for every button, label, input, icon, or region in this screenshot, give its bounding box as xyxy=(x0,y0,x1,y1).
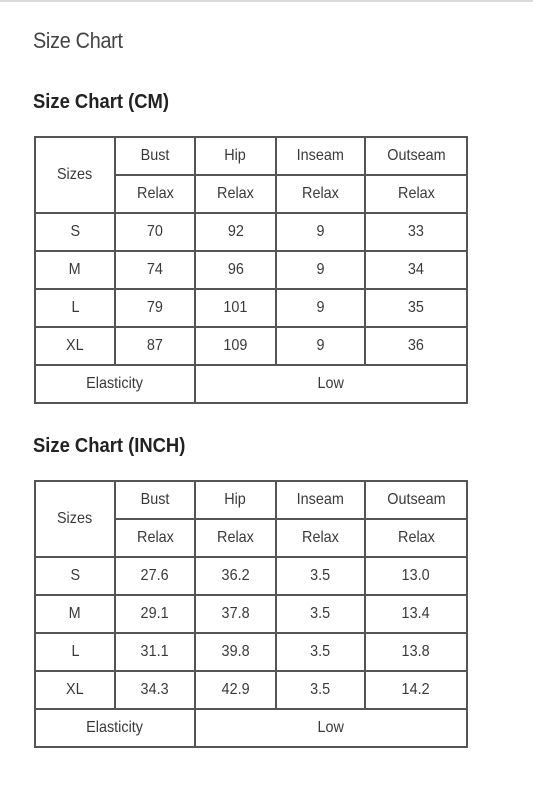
value-cell xyxy=(365,557,467,595)
value-text: 13.8 xyxy=(401,643,431,660)
value-text: 87 xyxy=(146,337,164,354)
column-header-label: Outseam xyxy=(386,147,446,164)
value-cell xyxy=(195,213,276,251)
value-text: 34 xyxy=(407,261,425,278)
value-text: 109 xyxy=(223,337,248,354)
subheader-label: Relax xyxy=(397,185,435,202)
value-text: 36.2 xyxy=(221,567,250,584)
size-cell xyxy=(35,213,115,251)
top-divider xyxy=(0,0,533,2)
value-text: 101 xyxy=(223,299,248,316)
subheader-cell xyxy=(195,175,276,213)
subheader-label: Relax xyxy=(397,529,435,546)
subheader-cell xyxy=(365,175,467,213)
value-cell xyxy=(276,595,365,633)
value-text: 3.5 xyxy=(310,643,331,660)
column-header-hip xyxy=(195,481,276,519)
size-cell xyxy=(35,557,115,595)
size-label: M xyxy=(68,605,81,622)
table-row xyxy=(35,289,467,327)
value-text: 9 xyxy=(316,261,325,278)
value-cell xyxy=(276,671,365,709)
sizes-header-label: Sizes xyxy=(57,166,93,183)
column-header-label: Bust xyxy=(140,491,170,508)
value-cell xyxy=(115,251,195,289)
value-cell xyxy=(195,289,276,327)
table-row xyxy=(35,327,467,365)
size-cell xyxy=(35,671,115,709)
elasticity-label: Elasticity xyxy=(86,719,144,736)
subheader-label: Relax xyxy=(302,185,339,202)
table-footer-row xyxy=(35,365,467,403)
size-label: L xyxy=(70,643,80,660)
elasticity-label: Elasticity xyxy=(86,375,144,392)
elasticity-value-cell xyxy=(195,365,467,403)
column-header-label: Hip xyxy=(224,147,247,164)
table-row xyxy=(35,595,467,633)
size-table-inch xyxy=(34,480,468,748)
column-header-label: Inseam xyxy=(296,147,345,164)
value-cell xyxy=(115,671,195,709)
elasticity-value: Low xyxy=(317,375,345,392)
value-text: 39.8 xyxy=(221,643,250,660)
value-text: 35 xyxy=(407,299,425,316)
value-cell xyxy=(115,633,195,671)
column-header-outseam xyxy=(365,137,467,175)
value-cell xyxy=(195,633,276,671)
value-cell xyxy=(195,671,276,709)
value-cell xyxy=(115,595,195,633)
table-header-row xyxy=(35,481,467,519)
subheader-label: Relax xyxy=(217,529,254,546)
value-cell xyxy=(276,557,365,595)
value-text: 33 xyxy=(407,223,425,240)
table-footer-row xyxy=(35,709,467,747)
column-header-label: Bust xyxy=(140,147,170,164)
value-cell xyxy=(115,327,195,365)
subheader-label: Relax xyxy=(217,185,254,202)
table-row xyxy=(35,557,467,595)
subheader-label: Relax xyxy=(302,529,339,546)
size-cell xyxy=(35,251,115,289)
value-cell xyxy=(276,327,365,365)
value-text: 31.1 xyxy=(140,643,170,660)
size-label: L xyxy=(70,299,80,316)
section-heading-inch: Size Chart (INCH) xyxy=(33,435,186,457)
value-text: 14.2 xyxy=(401,681,431,698)
value-text: 42.9 xyxy=(221,681,250,698)
column-header-label: Hip xyxy=(224,491,247,508)
column-header-outseam xyxy=(365,481,467,519)
table-header-row xyxy=(35,137,467,175)
value-text: 13.4 xyxy=(401,605,431,622)
subheader-cell xyxy=(365,519,467,557)
value-text: 96 xyxy=(227,261,244,278)
value-text: 9 xyxy=(316,223,325,240)
value-text: 36 xyxy=(407,337,425,354)
column-header-inseam xyxy=(276,481,365,519)
value-cell xyxy=(365,671,467,709)
value-text: 92 xyxy=(227,223,244,240)
column-header-inseam xyxy=(276,137,365,175)
size-table-cm xyxy=(34,136,468,404)
value-cell xyxy=(115,213,195,251)
size-cell xyxy=(35,595,115,633)
size-label: M xyxy=(68,261,81,278)
size-label: XL xyxy=(66,337,84,354)
value-text: 9 xyxy=(316,337,325,354)
value-text: 27.6 xyxy=(140,567,170,584)
table-row xyxy=(35,213,467,251)
value-cell xyxy=(276,251,365,289)
column-header-bust xyxy=(115,481,195,519)
value-cell xyxy=(365,213,467,251)
value-text: 29.1 xyxy=(140,605,170,622)
value-text: 79 xyxy=(146,299,164,316)
value-cell xyxy=(276,289,365,327)
column-header-bust xyxy=(115,137,195,175)
column-header-label: Outseam xyxy=(386,491,446,508)
size-cell xyxy=(35,633,115,671)
value-cell xyxy=(365,251,467,289)
elasticity-label-cell xyxy=(35,709,195,747)
size-cell xyxy=(35,289,115,327)
value-text: 9 xyxy=(316,299,325,316)
table-row xyxy=(35,671,467,709)
subheader-cell xyxy=(276,175,365,213)
subheader-label: Relax xyxy=(136,185,174,202)
subheader-cell xyxy=(115,519,195,557)
value-cell xyxy=(195,595,276,633)
column-header-hip xyxy=(195,137,276,175)
subheader-cell xyxy=(195,519,276,557)
value-text: 70 xyxy=(146,223,164,240)
elasticity-value: Low xyxy=(317,719,345,736)
column-header-label: Inseam xyxy=(296,491,345,508)
value-text: 34.3 xyxy=(140,681,170,698)
value-text: 13.0 xyxy=(401,567,431,584)
table-row xyxy=(35,251,467,289)
value-text: 37.8 xyxy=(221,605,250,622)
value-cell xyxy=(365,289,467,327)
value-cell xyxy=(195,251,276,289)
value-text: 3.5 xyxy=(310,567,331,584)
size-label: S xyxy=(70,223,80,240)
value-cell xyxy=(365,327,467,365)
value-cell xyxy=(195,557,276,595)
value-cell xyxy=(115,557,195,595)
size-cell xyxy=(35,327,115,365)
subheader-cell xyxy=(115,175,195,213)
value-cell xyxy=(365,633,467,671)
sizes-header-cell xyxy=(35,481,115,557)
size-label: XL xyxy=(66,681,84,698)
size-label: S xyxy=(70,567,80,584)
page-title: Size Chart xyxy=(33,28,123,53)
subheader-cell xyxy=(276,519,365,557)
value-text: 3.5 xyxy=(310,681,331,698)
value-text: 74 xyxy=(146,261,164,278)
value-cell xyxy=(115,289,195,327)
section-heading-cm: Size Chart (CM) xyxy=(33,91,169,113)
subheader-label: Relax xyxy=(136,529,174,546)
value-cell xyxy=(276,633,365,671)
elasticity-value-cell xyxy=(195,709,467,747)
value-cell xyxy=(365,595,467,633)
value-cell xyxy=(195,327,276,365)
elasticity-label-cell xyxy=(35,365,195,403)
table-row xyxy=(35,633,467,671)
value-cell xyxy=(276,213,365,251)
sizes-header-label: Sizes xyxy=(57,510,93,527)
sizes-header-cell xyxy=(35,137,115,213)
value-text: 3.5 xyxy=(310,605,331,622)
